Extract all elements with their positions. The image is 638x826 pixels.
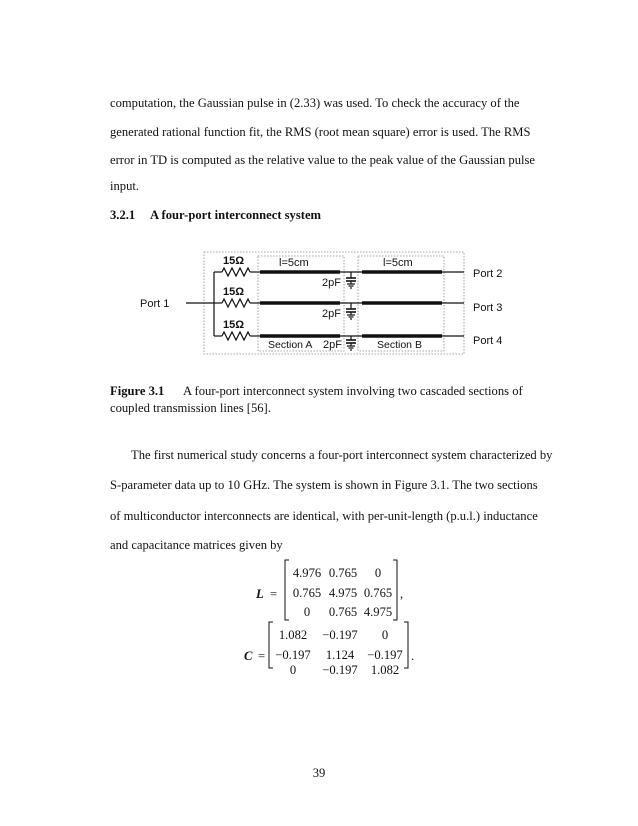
figure-caption-text: A four-port interconnect system involving two cascaded sections of coupled transmission lines [56]. — [110, 384, 523, 415]
matrix-L-cell: 4.976 — [292, 566, 322, 580]
matrix-C-cell: −0.197 — [275, 648, 311, 662]
paragraph2-line-3: of multiconductor interconnects are identical, with per-unit-length (p.u.l.) inductance — [110, 509, 538, 523]
capacitor-3-icon — [346, 336, 356, 350]
line-row-2 — [214, 286, 464, 307]
resistor-3-label: 15Ω — [223, 319, 245, 331]
section-heading — [110, 208, 321, 223]
resistor-1-label: 15Ω — [223, 255, 245, 267]
port2-label: Port 2 — [473, 268, 503, 280]
matrix-C — [244, 622, 414, 675]
capacitor-1-icon — [346, 272, 356, 288]
matrix-C-cell: 0 — [289, 663, 297, 675]
circuit-figure — [120, 244, 520, 362]
resistor-2-icon — [222, 299, 250, 307]
matrix-C-cell: 0 — [381, 628, 389, 642]
matrix-L-left-bracket — [285, 560, 289, 620]
length-b-label: l=5cm — [383, 257, 413, 269]
matrix-C-left-bracket — [269, 622, 273, 668]
port4-label: Port 4 — [473, 335, 503, 347]
paragraph2-line-2: S-parameter data up to 10 GHz. The system is shown in Figure 3.1. The two sections — [110, 478, 538, 492]
cap-1-label: 2pF — [322, 277, 341, 289]
port1-label: Port 1 — [140, 298, 170, 310]
section-number: 3.2.1 — [110, 208, 136, 222]
matrix-L-cell: 0 — [303, 605, 311, 619]
resistor-2-label: 15Ω — [223, 286, 245, 298]
section-a-label: Section A — [268, 339, 313, 351]
line-row-1 — [214, 255, 464, 276]
length-a-label: l=5cm — [279, 257, 309, 269]
matrix-L-trailing: , — [400, 587, 404, 601]
paragraph1-line-4: input. — [110, 179, 140, 193]
matrix-L-cell: 4.975 — [328, 586, 358, 600]
cap-2-label: 2pF — [322, 308, 341, 320]
page-number: 39 — [312, 766, 326, 780]
matrix-C-symbol: C — [244, 649, 253, 663]
matrix-L-cell: 0.765 — [328, 605, 358, 619]
paragraph2-line-1: The first numerical study concerns a four-port interconnect system characterized by — [131, 448, 553, 462]
matrix-L-cell: 0 — [374, 566, 382, 580]
section-title: A four-port interconnect system — [150, 208, 322, 222]
line-row-3 — [214, 319, 464, 340]
matrix-L-equals: = — [270, 587, 278, 601]
matrix-L-cell: 0.765 — [363, 586, 393, 600]
matrix-L-cell: 0.765 — [292, 586, 322, 600]
matrix-C-cell: −0.197 — [367, 648, 403, 662]
resistor-3-icon — [222, 332, 250, 340]
figure-caption-label: Figure 3.1 — [110, 384, 165, 398]
capacitor-2-icon — [346, 303, 356, 319]
matrix-C-trailing: . — [411, 649, 415, 663]
matrix-C-cell: −0.197 — [322, 663, 358, 675]
matrix-C-cell: −0.197 — [322, 628, 358, 642]
paragraph2-line-4: and capacitance matrices given by — [110, 538, 283, 552]
matrix-L-cell: 0.765 — [328, 566, 358, 580]
paragraph1-line-1: computation, the Gaussian pulse in (2.33) was used. To check the accuracy of the — [110, 96, 520, 110]
matrix-equations — [0, 555, 638, 675]
matrix-L — [255, 560, 403, 620]
cap-3-label: 2pF — [323, 339, 342, 351]
matrix-C-cell: 1.082 — [278, 628, 308, 642]
matrix-C-cell: 1.124 — [325, 648, 355, 662]
matrix-C-equals: = — [258, 649, 266, 663]
paragraph1-line-2: generated rational function fit, the RMS (root mean square) error is used. The RMS — [110, 125, 531, 139]
figure-caption — [110, 383, 550, 417]
matrix-L-cell: 4.975 — [363, 605, 393, 619]
section-b-label: Section B — [377, 339, 422, 351]
matrix-L-symbol: L — [256, 587, 264, 601]
matrix-C-right-bracket — [404, 622, 408, 668]
matrix-C-cell: 1.082 — [370, 663, 400, 675]
matrix-L-right-bracket — [393, 560, 397, 620]
paragraph1-line-3: error in TD is computed as the relative value to the peak value of the Gaussian pulse — [110, 153, 536, 167]
port3-label: Port 3 — [473, 302, 503, 314]
resistor-1-icon — [222, 268, 250, 276]
